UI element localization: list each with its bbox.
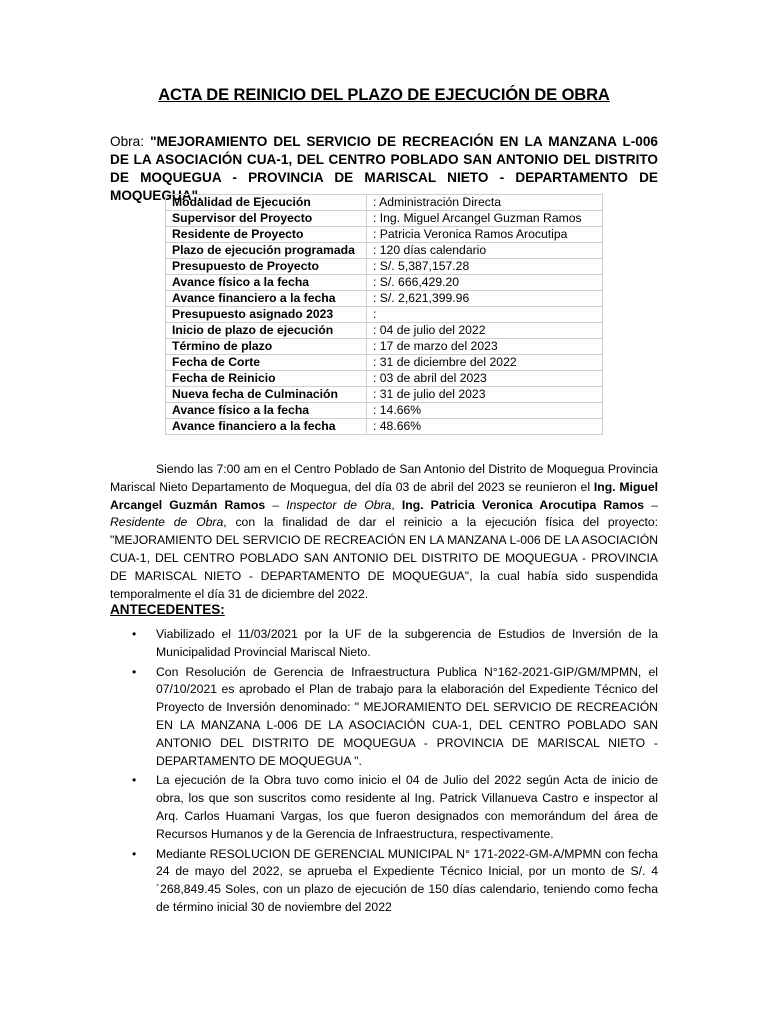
resident-name: Ing. Patricia Veronica Arocutipa Ramos [401, 497, 645, 512]
row-value: : S/. 2,621,399.96 [367, 291, 603, 307]
list-item [110, 664, 658, 771]
table-row [166, 371, 603, 387]
row-value: : S/. 5,387,157.28 [367, 259, 603, 275]
name-separator: , [391, 497, 402, 512]
row-label: Avance físico a la fecha [166, 403, 367, 419]
intro-text-end: , con la finalidad de dar el reinicio a la ejecución física del proyecto: "MEJORAMIENTO DEL SERVICIO DE RECREACIÓN EN LA MANZANA L-006 DE LA ASOCIACIÓN CUA-1, DEL CENTRO POBLADO SAN ANTONIO DEL DISTRITO DE MOQUEGUA - PROVINCIA DE MARISCAL NIETO - DEPARTAMENTO DE MOQUEGUA", la cual había sido suspendida temporalmente el día 31 de diciembre del 2022. [110, 515, 658, 601]
row-value: : [367, 307, 603, 323]
table-row [166, 403, 603, 419]
table-row [166, 195, 603, 211]
inspector-role: – Inspector de Obra [265, 497, 392, 512]
row-label: Residente de Proyecto [166, 227, 367, 243]
row-label: Plazo de ejecución programada [166, 243, 367, 259]
row-label: Inicio de plazo de ejecución [166, 323, 367, 339]
row-label: Fecha de Corte [166, 355, 367, 371]
bullet-icon: • [132, 627, 137, 641]
row-label: Avance físico a la fecha [166, 275, 367, 291]
obra-label: Obra: [110, 134, 144, 149]
row-label: Fecha de Reinicio [166, 371, 367, 387]
antecedentes-list [110, 626, 658, 919]
table-row [166, 323, 603, 339]
row-value: : Ing. Miguel Arcangel Guzman Ramos [367, 211, 603, 227]
table-row [166, 387, 603, 403]
obra-name: "MEJORAMIENTO DEL SERVICIO DE RECREACIÓN EN LA MANZANA L-006 DE LA ASOCIACIÓN CUA-1, DEL CENTRO POBLADO SAN ANTONIO DEL DISTRITO DE MOQUEGUA - PROVINCIA DE MARISCAL NIETO - DEPARTAMENTO DE MOQUEGUA". [110, 134, 658, 203]
row-label: Avance financiero a la fecha [166, 419, 367, 435]
intro-paragraph [110, 461, 658, 603]
table-row [166, 275, 603, 291]
resident-role: – Residente de Obra [110, 497, 658, 530]
row-value: : 17 de marzo del 2023 [367, 339, 603, 355]
table-row [166, 307, 603, 323]
table-row [166, 211, 603, 227]
table-row [166, 259, 603, 275]
row-label: Avance financiero a la fecha [166, 291, 367, 307]
row-value: : 120 días calendario [367, 243, 603, 259]
bullet-icon: • [132, 846, 137, 861]
list-item-text: Con Resolución de Gerencia de Infraestructura Publica N°162-2021-GIP/GM/MPMN, el 07/10/2021 es aprobado el Plan de trabajo para la elaboración del Expediente Técnico del Proyecto de Inversión denominado: " MEJORAMIENTO DEL SERVICIO DE RECREACIÓN EN LA MANZANA L-006 DE LA ASOCIACIÓN CUA-1, DEL CENTRO POBLADO SAN ANTONIO DEL DISTRITO DE MOQUEGUA - PROVINCIA DE MARISCAL NIETO - DEPARTAMENTO DE MOQUEGUA ". [156, 664, 658, 768]
project-info-table [165, 194, 603, 435]
list-item-text: Mediante RESOLUCION DE GERENCIAL MUNICIPAL N° 171-2022-GM-A/MPMN con fecha 24 de mayo del 2022, se aprueba el Expediente Técnico Inicial, por un monto de S/. 4´268,849.45 Soles, con un plazo de ejecución de 150 días calendario, teniendo como fecha de término inicial 30 de noviembre del 2022 [156, 846, 658, 914]
row-value: : 14.66% [367, 403, 603, 419]
antecedentes-heading: ANTECEDENTES: [110, 602, 225, 617]
row-label: Modalidad de Ejecución [166, 195, 367, 211]
row-value: : Patricia Veronica Ramos Arocutipa [367, 227, 603, 243]
row-value: : 48.66% [367, 419, 603, 435]
intro-text-start: Siendo las 7:00 am en el Centro Poblado de San Antonio del Distrito de Moquegua Provincia Mariscal Nieto Departamento de Moquegua, del día 03 de abril del 2023 se reunieron el [110, 462, 658, 494]
bullet-icon: • [132, 664, 137, 679]
row-label: Término de plazo [166, 339, 367, 355]
list-item [110, 846, 658, 917]
table-row [166, 291, 603, 307]
table-row [166, 243, 603, 259]
table-row [166, 355, 603, 371]
bullet-icon: • [132, 773, 137, 788]
row-value: : 03 de abril del 2023 [367, 371, 603, 387]
table-row [166, 339, 603, 355]
row-value: : 31 de diciembre del 2022 [367, 355, 603, 371]
row-value: : 04 de julio del 2022 [367, 323, 603, 339]
table-row [166, 419, 603, 435]
row-label: Supervisor del Proyecto [166, 211, 367, 227]
list-item [110, 626, 658, 662]
list-item-text: Viabilizado el 11/03/2021 por la UF de la subgerencia de Estudios de Inversión de la Municipalidad Provincial Mariscal Nieto. [156, 627, 658, 659]
table-row [166, 227, 603, 243]
row-value: : Administración Directa [367, 195, 603, 211]
row-label: Presupuesto asignado 2023 [166, 307, 367, 323]
row-value: : S/. 666,429.20 [367, 275, 603, 291]
list-item-text: La ejecución de la Obra tuvo como inicio el 04 de Julio del 2022 según Acta de inicio de obra, los que son suscritos como residente al Ing. Patrick Villanueva Castro e inspector al Arq. Carlos Huamani Vargas, los que fueron designados con memorándum del área de Recursos Humanos y de la Gerencia de Infraestructura, respectivamente. [156, 773, 658, 841]
list-item [110, 772, 658, 843]
row-label: Nueva fecha de Culminación [166, 387, 367, 403]
inspector-name: Ing. Miguel Arcangel Guzmán Ramos [110, 479, 658, 512]
document-title: ACTA DE REINICIO DEL PLAZO DE EJECUCIÓN DE OBRA [158, 86, 610, 104]
row-label: Presupuesto de Proyecto [166, 259, 367, 275]
row-value: : 31 de julio del 2023 [367, 387, 603, 403]
